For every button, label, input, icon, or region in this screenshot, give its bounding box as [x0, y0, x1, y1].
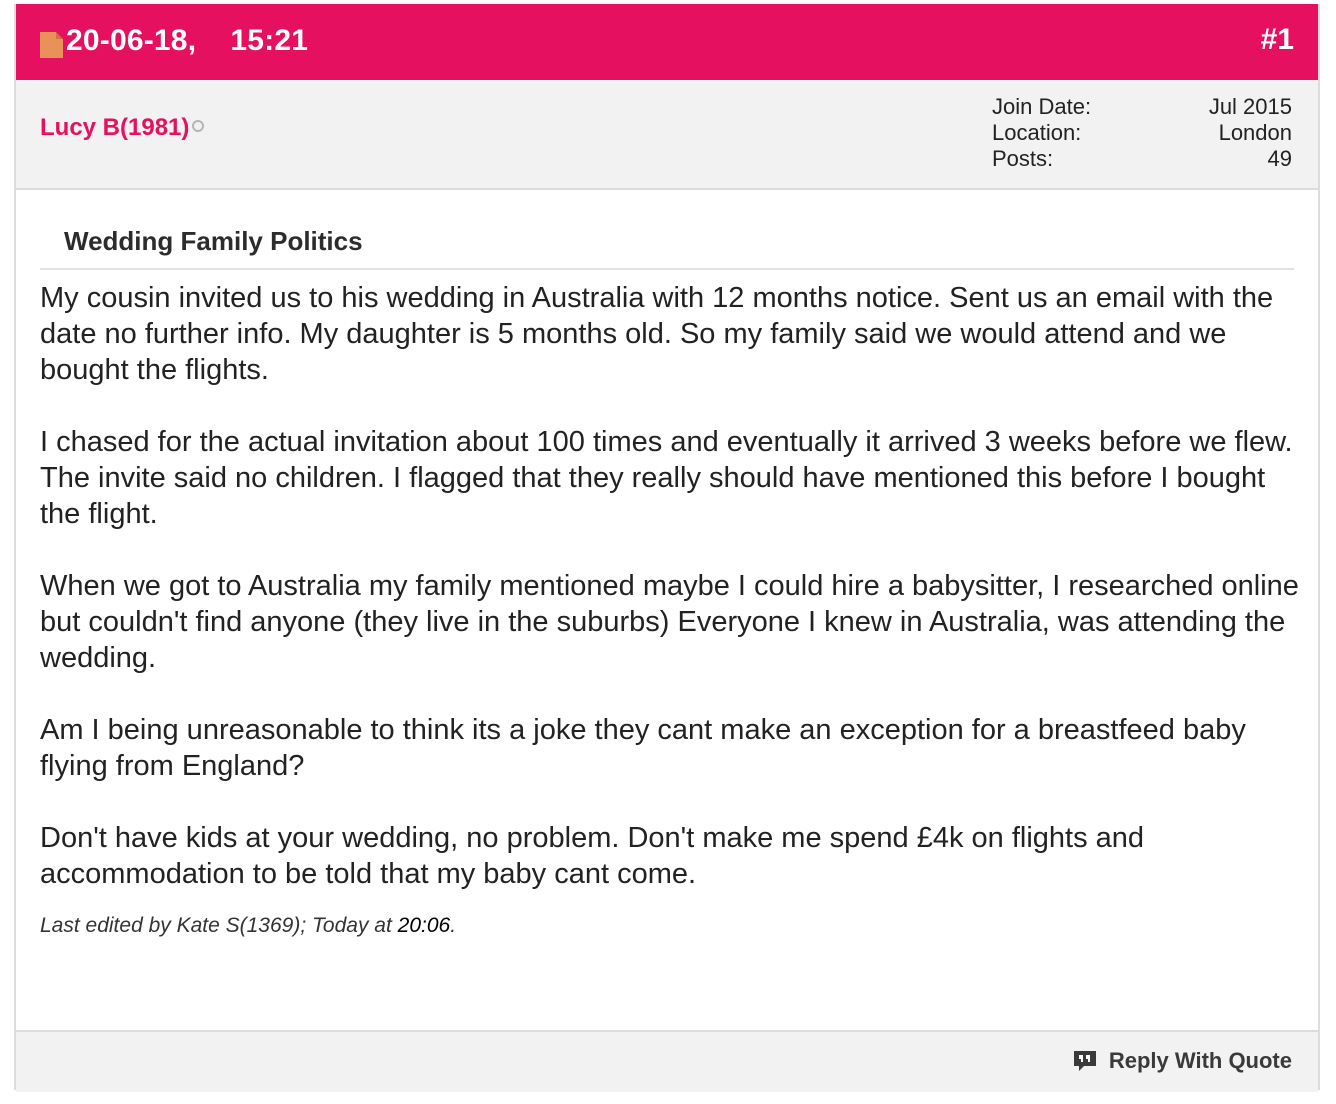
edited-time: 20:06: [397, 914, 451, 937]
message-paragraph: My cousin invited us to his wedding in Australia with 12 months notice. Sent us an email with the date no further info. My daughter is 5 months old. So my family said we would attend and we bought the flights.: [40, 282, 1274, 386]
user-stats: [992, 94, 1292, 172]
forum-post: [14, 4, 1320, 1090]
title-divider: [40, 268, 1294, 270]
username-link[interactable]: Lucy B(1981): [40, 114, 190, 141]
stat-label: Posts:: [992, 146, 1054, 171]
reply-with-quote-button[interactable]: [1073, 1046, 1292, 1076]
message-paragraph: Don't have kids at your wedding, no problem. Don't make me spend £4k on flights and accommodation to be told that my baby cant come.: [40, 822, 1145, 890]
post-footer: [16, 1030, 1318, 1092]
edited-suffix: .: [450, 914, 457, 937]
post-date-day: 20-06-18,: [66, 24, 197, 57]
post-date-time: 15:21: [230, 24, 309, 57]
post-title: Wedding Family Politics: [64, 226, 363, 256]
post-header: [16, 4, 1318, 80]
stat-value: London: [1218, 120, 1292, 145]
post-message: [40, 280, 1300, 928]
reply-with-quote-label: Reply With Quote: [1108, 1048, 1292, 1073]
stat-location: [992, 120, 1292, 146]
message-paragraph: I chased for the actual invitation about 100 times and eventually it arrived 3 weeks before we flew. The invite said no children. I flagged that they really should have mentioned this before I bought the flight.: [40, 426, 1293, 530]
message-paragraph: Am I being unreasonable to think its a joke they cant make an exception for a breastfeed baby flying from England?: [40, 714, 1246, 782]
document-icon: [40, 32, 63, 58]
stat-posts: [992, 146, 1292, 172]
post-date: [66, 24, 308, 58]
stat-label: Location:: [992, 120, 1082, 145]
message-paragraph: When we got to Australia my family mentioned maybe I could hire a babysitter, I researched online but couldn't find anyone (they live in the suburbs) Everyone I knew in Australia, was attending the wedding.: [40, 570, 1299, 674]
user-info-bar: [16, 80, 1318, 190]
stat-value: 49: [1267, 146, 1292, 171]
stat-label: Join Date:: [992, 94, 1092, 119]
quote-bubble-icon: [1073, 1049, 1097, 1073]
offline-status-icon: [192, 120, 204, 132]
last-edited-note: [40, 914, 456, 938]
edited-prefix: Last edited by Kate S(1369); Today at: [40, 914, 398, 937]
stat-value: Jul 2015: [1208, 94, 1292, 119]
post-number-link[interactable]: #1: [1260, 23, 1294, 56]
stat-join-date: [992, 94, 1292, 120]
